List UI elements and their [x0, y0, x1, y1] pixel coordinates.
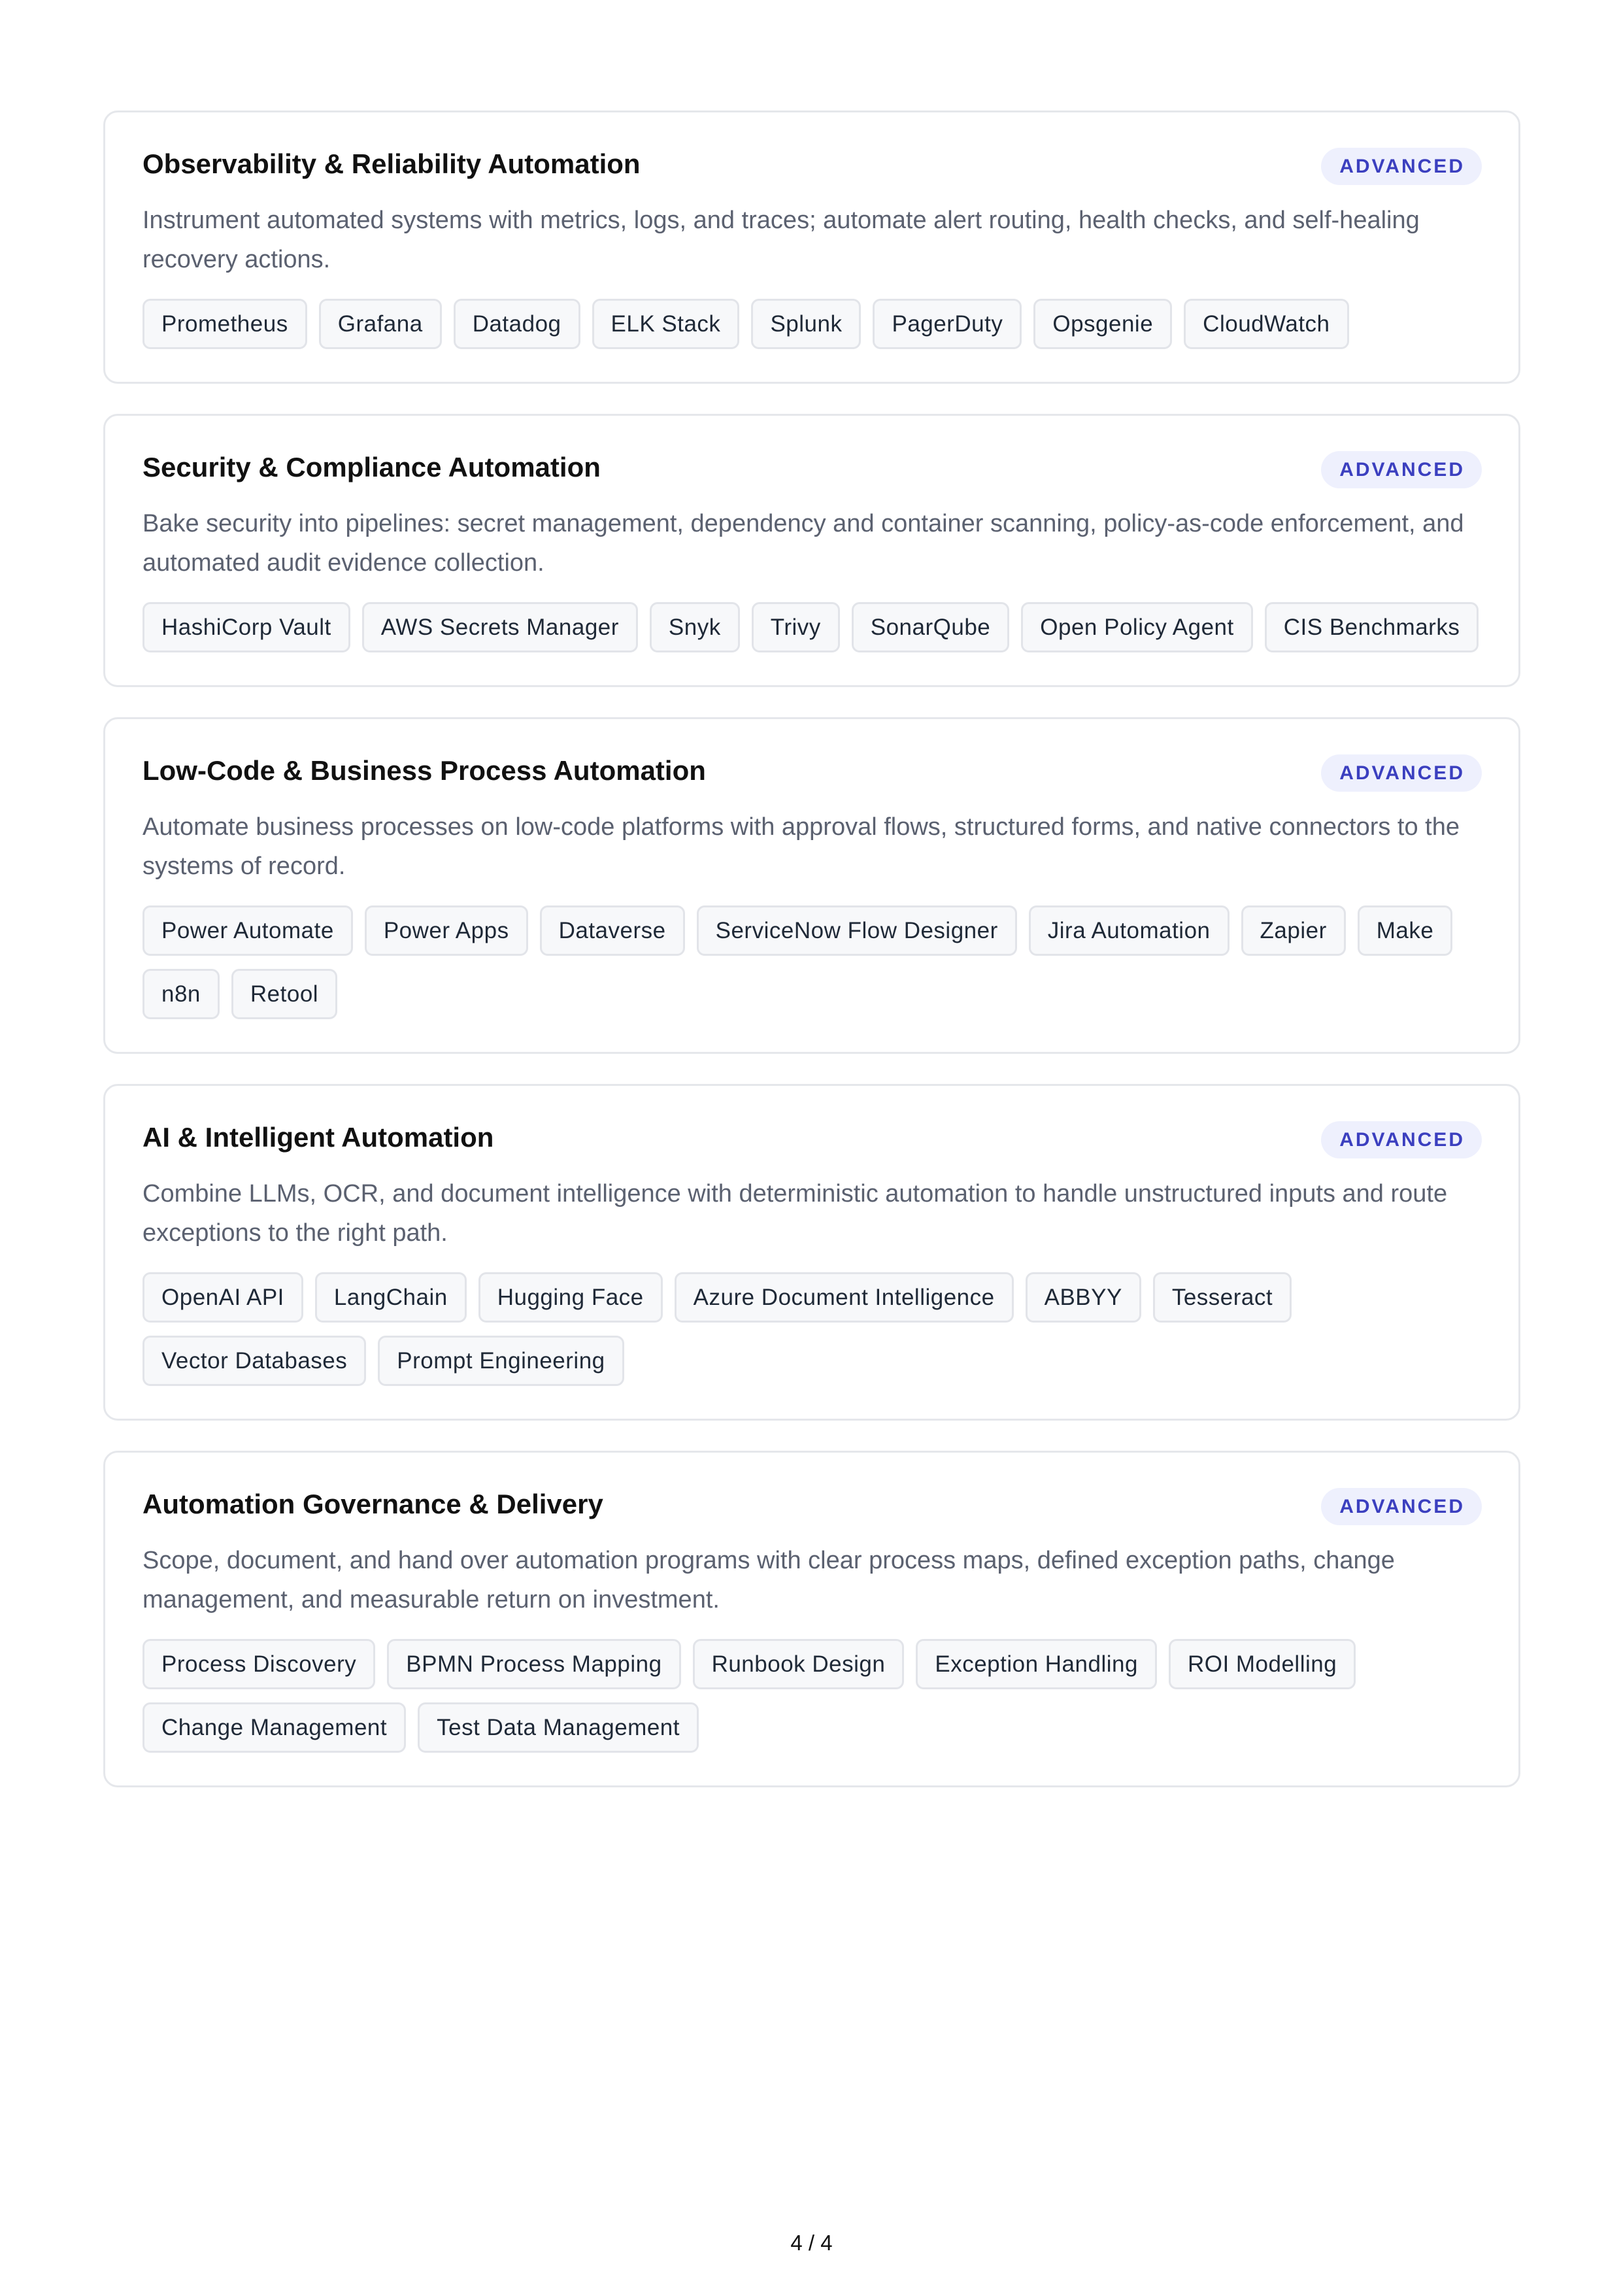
tool-tag: Exception Handling — [916, 1639, 1157, 1689]
tool-tag: Power Apps — [365, 905, 528, 956]
card-header — [142, 146, 1482, 185]
skill-card — [103, 414, 1520, 687]
card-header — [142, 1120, 1482, 1158]
tool-tag: Prompt Engineering — [378, 1336, 624, 1386]
tool-tag: ServiceNow Flow Designer — [697, 905, 1017, 956]
tool-tag: Change Management — [142, 1702, 406, 1753]
card-title: Observability & Reliability Automation — [142, 148, 641, 179]
skill-card — [103, 1451, 1520, 1787]
tool-tag: n8n — [142, 969, 220, 1019]
tool-tag: Snyk — [650, 602, 740, 652]
page-number: 4 / 4 — [790, 2231, 833, 2255]
tool-tag: Test Data Management — [418, 1702, 699, 1753]
tag-list — [142, 602, 1482, 652]
tool-tag: Dataverse — [540, 905, 685, 956]
tool-tag: SonarQube — [852, 602, 1010, 652]
tool-tag: Process Discovery — [142, 1639, 375, 1689]
card-description: Combine LLMs, OCR, and document intelligence with deterministic automation to handle unstructured inputs and route exceptions to the right path. — [142, 1180, 1448, 1247]
tool-tag: Splunk — [751, 299, 861, 349]
skill-card-list — [103, 110, 1520, 1817]
tool-tag: BPMN Process Mapping — [387, 1639, 680, 1689]
tool-tag: HashiCorp Vault — [142, 602, 350, 652]
tool-tag: CloudWatch — [1184, 299, 1348, 349]
tag-list — [142, 299, 1482, 349]
tool-tag: Trivy — [752, 602, 840, 652]
tool-tag: Runbook Design — [693, 1639, 905, 1689]
card-title: Automation Governance & Delivery — [142, 1489, 603, 1519]
tool-tag: LangChain — [315, 1272, 467, 1323]
tool-tag: ROI Modelling — [1169, 1639, 1356, 1689]
tool-tag: Hugging Face — [478, 1272, 663, 1323]
tool-tag: Datadog — [454, 299, 580, 349]
card-description: Automate business processes on low-code platforms with approval flows, structured forms, and native connectors to the systems of record. — [142, 813, 1460, 880]
tool-tag: Grafana — [319, 299, 442, 349]
tool-tag: Power Automate — [142, 905, 353, 956]
tool-tag: Open Policy Agent — [1021, 602, 1252, 652]
card-description: Scope, document, and hand over automation programs with clear process maps, defined exception paths, change management, and measurable return on investment. — [142, 1547, 1395, 1613]
level-badge: ADVANCED — [1321, 1121, 1482, 1158]
tag-list — [142, 1639, 1482, 1753]
card-header — [142, 753, 1482, 792]
skill-card — [103, 717, 1520, 1054]
level-badge: ADVANCED — [1321, 148, 1482, 185]
tool-tag: Jira Automation — [1029, 905, 1230, 956]
tool-tag: Vector Databases — [142, 1336, 366, 1386]
tool-tag: Opsgenie — [1033, 299, 1172, 349]
tool-tag: CIS Benchmarks — [1265, 602, 1479, 652]
tool-tag: Tesseract — [1153, 1272, 1292, 1323]
tool-tag: ABBYY — [1026, 1272, 1141, 1323]
card-header — [142, 450, 1482, 488]
card-description: Bake security into pipelines: secret management, dependency and container scanning, policy-as-code enforcement, and automated audit evidence collection. — [142, 510, 1464, 577]
tool-tag: PagerDuty — [873, 299, 1022, 349]
card-title: Low-Code & Business Process Automation — [142, 755, 706, 786]
tool-tag: Zapier — [1241, 905, 1346, 956]
tool-tag: OpenAI API — [142, 1272, 303, 1323]
tool-tag: Retool — [231, 969, 337, 1019]
level-badge: ADVANCED — [1321, 451, 1482, 488]
card-description: Instrument automated systems with metrics, logs, and traces; automate alert routing, health checks, and self-healing recovery actions. — [142, 207, 1420, 273]
tool-tag: AWS Secrets Manager — [362, 602, 638, 652]
tool-tag: ELK Stack — [592, 299, 740, 349]
card-title: AI & Intelligent Automation — [142, 1122, 494, 1153]
tag-list — [142, 905, 1482, 1019]
skill-card — [103, 1084, 1520, 1421]
tool-tag: Azure Document Intelligence — [675, 1272, 1014, 1323]
tool-tag: Prometheus — [142, 299, 307, 349]
skill-card — [103, 110, 1520, 384]
level-badge: ADVANCED — [1321, 1488, 1482, 1525]
card-header — [142, 1487, 1482, 1525]
level-badge: ADVANCED — [1321, 754, 1482, 792]
card-title: Security & Compliance Automation — [142, 452, 601, 482]
tag-list — [142, 1272, 1482, 1386]
tool-tag: Make — [1358, 905, 1453, 956]
